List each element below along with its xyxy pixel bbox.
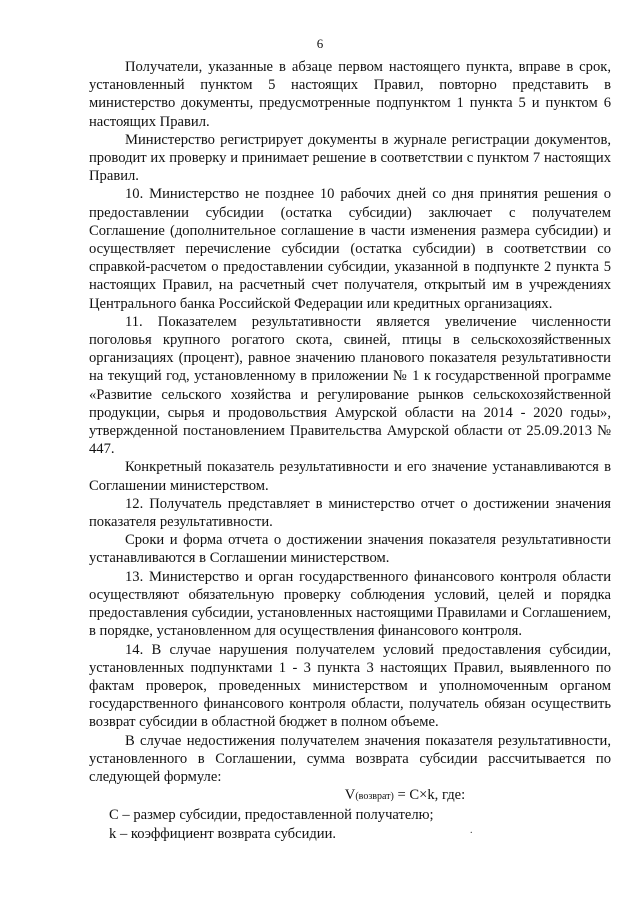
scan-mark: . (470, 825, 473, 836)
paragraph: 13. Министерство и орган государственного финансового контроля области осуществляют обязательную проверку соблюдения условий, целей и порядка предоставления субсидии, установленных настоящими Правилами и Соглашением, в порядке, установленном для осуществления финансового контроля. (89, 568, 611, 640)
formula-rhs: = C×k, где: (393, 787, 466, 804)
paragraph: Получатели, указанные в абзаце первом настоящего пункта, вправе в срок, установленный пунктом 5 настоящих Правил, повторно представить в министерство документы, предусмотренные подпунктом 1 пункта 5 и пунктом 6 настоящих Правил. (89, 59, 611, 130)
paragraph: 10. Министерство не позднее 10 рабочих дней со дня принятия решения о предоставлении субсидии (остатка субсидии) заключает с получателем Соглашение (дополнительное соглашение в части изменения размера субсидии) и осуществляет перечисление субсидии (остатка субсидии) в соответствии со справкой-расчетом о предоставлении субсидии, указанной в подпункте 2 пункта 5 настоящих Правил, на расчетный счет получателя, открытый им в учреждениях Центрального банка Российской Федерации или кредитных организациях. (89, 186, 611, 312)
document-body (89, 58, 611, 843)
formula (89, 786, 611, 806)
page-number: 6 (316, 36, 324, 51)
formula-lhs: V (344, 787, 356, 804)
paragraph: 12. Получатель представляет в министерство отчет о достижении значения показателя результативности. (89, 495, 611, 531)
definition-c: C – размер субсидии, предоставленной получателю; (109, 807, 434, 824)
paragraph: 11. Показателем результативности является увеличение численности поголовья крупного рогатого скота, свиней, птицы в сельскохозяйственных организациях (процент), равное значению планового показателя результативности на текущий год, установленному в приложении № 1 к государственной программе «Развитие сельского хозяйства и регулирование рынков сельскохозяйственной продукции, сырья и продовольствия Амурской области на 2014 - 2020 годы», утвержденной постановлением Правительства Амурской области от 25.09.2013 № 447. (89, 313, 611, 458)
formula-subscript: (возврат) (355, 791, 394, 803)
paragraph: 14. В случае нарушения получателем условий предоставления субсидии, установленных подпунктами 1 - 3 пункта 3 настоящих Правил, выявленного по фактам проверок, проведенных министерством и уполномоченным органом государственного финансового контроля области, получатель обязан осуществить возврат субсидии в областной бюджет в полном объеме. (89, 641, 611, 731)
definition-k: k – коэффициент возврата субсидии. (109, 825, 337, 842)
paragraph: В случае недостижения получателем значения показателя результативности, установленного в Соглашении, сумма возврата субсидии рассчитывается по следующей формуле: (89, 732, 611, 785)
paragraph: Сроки и форма отчета о достижении значения показателя результативности устанавливаются в Соглашении министерством. (89, 532, 611, 567)
paragraph: Министерство регистрирует документы в журнале регистрации документов, проводит их проверку и принимает решение в соответствии с пунктом 7 настоящих Правил. (89, 131, 611, 185)
paragraph: Конкретный показатель результативности и его значение устанавливаются в Соглашении министерством. (89, 459, 611, 494)
